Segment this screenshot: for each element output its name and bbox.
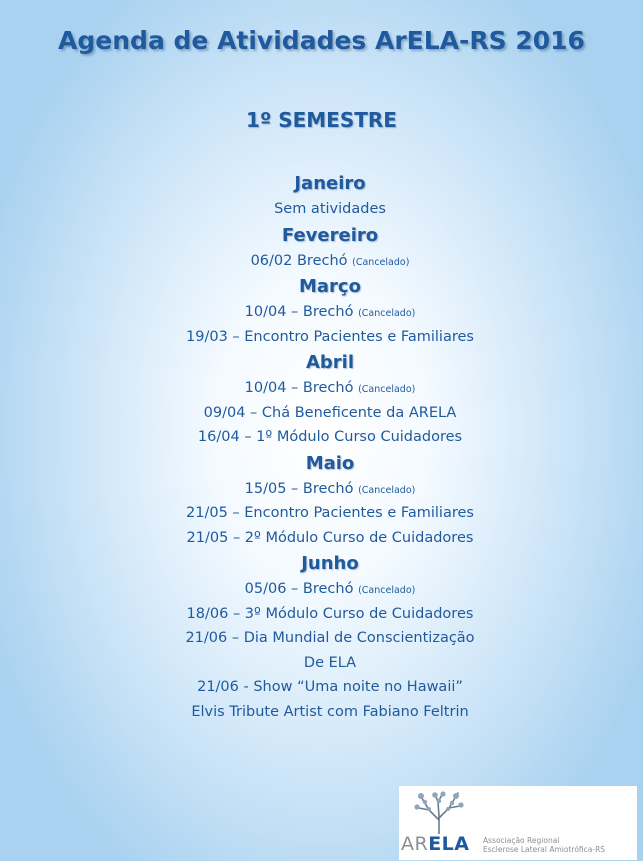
- event-text: De ELA: [303, 654, 357, 671]
- agenda-list: [0, 170, 643, 724]
- event-item: [0, 700, 643, 725]
- event-text: 16/04 – 1º Módulo Curso Cuidadores: [197, 429, 463, 445]
- tree-icon: [411, 790, 467, 834]
- arela-logo: [399, 786, 637, 860]
- event-text: 15/05 – Brechó: [244, 480, 359, 497]
- event-item: [0, 197, 643, 222]
- cancelled-tag: (Cancelado): [352, 256, 410, 268]
- month-heading-marco: Março: [299, 276, 361, 297]
- event-item: [0, 376, 643, 401]
- event-text: 06/02 Brechó: [250, 252, 353, 269]
- event-text: 09/04 – Chá Beneficente da ARELA: [203, 404, 457, 421]
- month-heading-junho: Junho: [301, 553, 359, 574]
- event-text: Elvis Tribute Artist com Fabiano Feltrin: [191, 703, 469, 720]
- event-item: [0, 626, 643, 651]
- event-item: [0, 651, 643, 676]
- semester-heading: 1º SEMESTRE: [246, 108, 397, 132]
- event-text: 21/05 – Encontro Pacientes e Familiares: [186, 505, 474, 521]
- event-text: 21/06 – Dia Mundial de Conscientização: [185, 630, 475, 646]
- month-heading-janeiro: Janeiro: [294, 173, 366, 194]
- event-item: [0, 300, 643, 325]
- month-heading-maio: Maio: [305, 452, 355, 474]
- event-text: Sem atividades: [274, 201, 386, 217]
- event-item: [0, 425, 643, 450]
- event-text: 18/06 – 3º Módulo Curso de Cuidadores: [186, 605, 474, 622]
- event-text: 19/03 – Encontro Pacientes e Familiares: [186, 328, 474, 345]
- event-text: 21/05 – 2º Módulo Curso de Cuidadores: [186, 529, 474, 546]
- event-text: 21/06 - Show “Uma noite no Hawaii”: [197, 679, 463, 695]
- event-text: 10/04 – Brechó: [244, 304, 359, 320]
- logo-subtitle: Associação Regional Esclerose Lateral Amiotrófica-RS: [483, 836, 606, 854]
- month-heading-abril: Abril: [305, 352, 355, 373]
- page-title: Agenda de Atividades ArELA-RS 2016: [58, 26, 585, 55]
- event-item: [0, 602, 643, 627]
- event-item: [0, 675, 643, 700]
- cancelled-tag: (Cancelado): [358, 384, 416, 395]
- event-item: [0, 325, 643, 350]
- event-item: [0, 477, 643, 502]
- cancelled-tag: (Cancelado): [358, 308, 416, 319]
- cancelled-tag: (Cancelado): [358, 484, 416, 496]
- event-item: [0, 249, 643, 274]
- event-item: [0, 501, 643, 526]
- event-item: [0, 577, 643, 602]
- logo-wordmark: ARELA: [401, 833, 470, 855]
- event-text: 10/04 – Brechó: [244, 380, 359, 396]
- event-text: 05/06 – Brechó: [244, 581, 359, 597]
- event-item: [0, 401, 643, 426]
- event-item: [0, 526, 643, 551]
- month-heading-fevereiro: Fevereiro: [281, 224, 379, 246]
- cancelled-tag: (Cancelado): [358, 585, 416, 596]
